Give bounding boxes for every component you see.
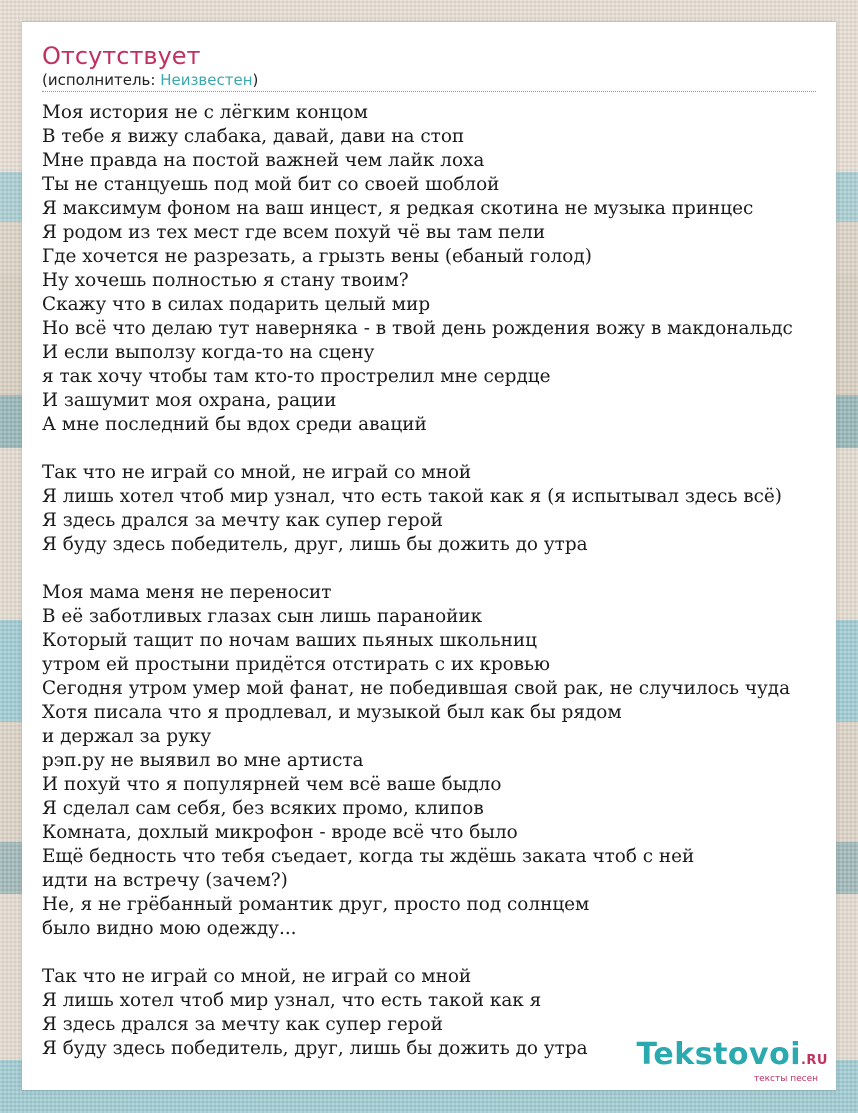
- lyric-line: утром ей простыни придётся отстирать с их кровью: [42, 654, 551, 675]
- lyric-line: Скажу что в силах подарить целый мир: [42, 294, 431, 315]
- lyric-line: идти на встречу (зачем?): [42, 870, 288, 891]
- lyric-line: Не, я не грёбанный романтик друг, просто под солнцем: [42, 894, 590, 915]
- lyric-line: И зашумит моя охрана, рации: [42, 390, 337, 411]
- lyric-line: [42, 437, 836, 461]
- lyric-line: Но всё что делаю тут наверняка - в твой день рождения вожу в макдональдс: [42, 318, 793, 339]
- lyric-line: [42, 941, 836, 965]
- site-logo[interactable]: [636, 1039, 828, 1084]
- lyric-line: Хотя писала что я продлевал, и музыкой был как бы рядом: [42, 702, 622, 723]
- lyrics-card: [22, 22, 836, 1090]
- lyric-line: Комната, дохлый микрофон - вроде всё что было: [42, 822, 518, 843]
- lyric-line: [42, 557, 836, 581]
- lyric-line: Я лишь хотел чтоб мир узнал, что есть такой как я: [42, 990, 542, 1011]
- lyrics-text: [42, 101, 836, 1061]
- song-title: Отсутствует: [42, 42, 201, 70]
- lyric-line: И похуй что я популярней чем всё ваше быдло: [42, 774, 502, 795]
- lyric-line: Где хочется не разрезать, а грызть вены (ебаный голод): [42, 246, 592, 267]
- logo-wordmark: Tekstovoi: [636, 1037, 801, 1072]
- lyric-line: Сегодня утром умер мой фанат, не победившая свой рак, не случилось чуда: [42, 678, 791, 699]
- lyric-line: Я максимум фоном на ваш инцест, я редкая скотина не музыка принцес: [42, 198, 754, 219]
- lyric-line: Я здесь дрался за мечту как супер герой: [42, 510, 443, 531]
- logo-tagline: тексты песен: [753, 1074, 818, 1084]
- lyric-line: Я родом из тех мест где всем похуй чё вы там пели: [42, 222, 546, 243]
- lyric-line: Ещё бедность что тебя съедает, когда ты ждёшь заката чтоб с ней: [42, 846, 695, 867]
- lyric-line: Ты не станцуешь под мой бит со своей шоблой: [42, 174, 500, 195]
- lyric-line: Мне правда на постой важней чем лайк лоха: [42, 150, 485, 171]
- lyric-line: Моя мама меня не переносит: [42, 582, 332, 603]
- lyric-line: Я здесь дрался за мечту как супер герой: [42, 1014, 443, 1035]
- lyric-line: В тебе я вижу слабака, давай, дави на стоп: [42, 126, 465, 147]
- lyric-line: и держал за руку: [42, 726, 212, 747]
- logo-tld: .RU: [800, 1053, 828, 1068]
- lyric-line: Ну хочешь полностью я стану твоим?: [42, 270, 409, 291]
- lyric-line: было видно мою одежду...: [42, 918, 297, 939]
- lyric-line: Я буду здесь победитель, друг, лишь бы дожить до утра: [42, 534, 588, 555]
- lyric-line: Который тащит по ночам ваших пьяных школьниц: [42, 630, 537, 651]
- lyric-line: Моя история не с лёгким концом: [42, 102, 368, 123]
- lyric-line: Я лишь хотел чтоб мир узнал, что есть такой как я (я испытывал здесь всё): [42, 486, 782, 507]
- lyric-line: Я сделал сам себя, без всяких промо, клипов: [42, 798, 484, 819]
- performer-link[interactable]: Неизвестен: [160, 71, 253, 89]
- performer-prefix: (исполнитель:: [42, 71, 161, 89]
- lyric-line: Я буду здесь победитель, друг, лишь бы дожить до утра: [42, 1038, 588, 1059]
- lyric-line: В её заботливых глазах сын лишь паранойик: [42, 606, 483, 627]
- performer-suffix: ): [252, 71, 259, 89]
- lyric-line: Так что не играй со мной, не играй со мной: [42, 966, 472, 987]
- lyric-line: И если выползу когда-то на сцену: [42, 342, 375, 363]
- lyric-line: Так что не играй со мной, не играй со мной: [42, 462, 472, 483]
- title-divider: [42, 91, 816, 92]
- performer-line: [42, 71, 258, 89]
- lyric-line: А мне последний бы вдох среди аваций: [42, 414, 427, 435]
- lyric-line: рэп.ру не выявил во мне артиста: [42, 750, 364, 771]
- lyric-line: я так хочу чтобы там кто-то прострелил мне сердце: [42, 366, 551, 387]
